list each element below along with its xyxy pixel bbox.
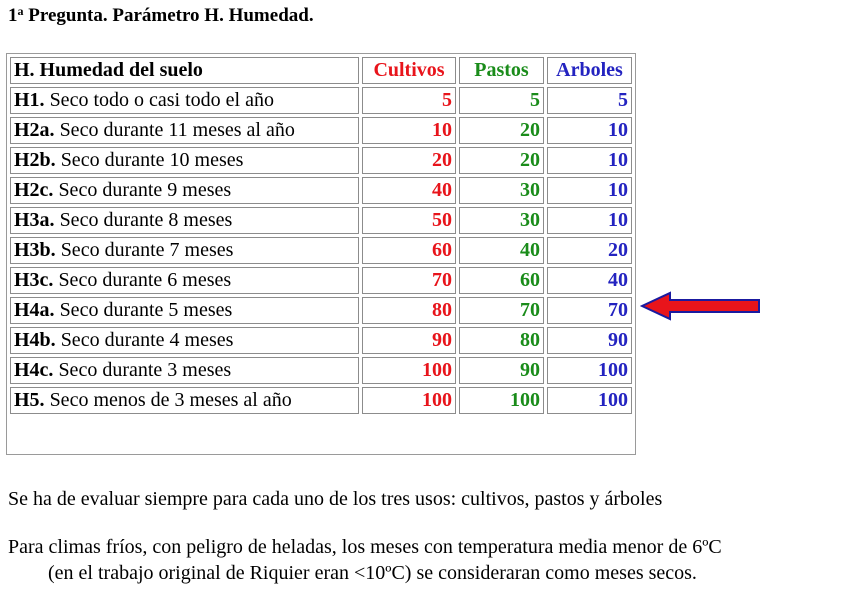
row-description: Seco menos de 3 meses al año	[49, 389, 292, 411]
value-cultivos: 60	[362, 237, 456, 264]
row-description: Seco durante 6 meses	[58, 269, 232, 291]
value-pastos: 60	[459, 267, 544, 294]
row-label	[10, 117, 359, 144]
value-cultivos: 50	[362, 207, 456, 234]
row-code: H3c.	[14, 269, 54, 291]
value-arboles: 90	[547, 327, 632, 354]
page-heading	[8, 4, 314, 27]
value-cultivos: 10	[362, 117, 456, 144]
value-pastos: 20	[459, 147, 544, 174]
row-label	[10, 387, 359, 414]
row-description: Seco durante 10 meses	[60, 149, 244, 171]
value-pastos: 30	[459, 207, 544, 234]
row-code: H3b.	[14, 239, 56, 261]
table-row	[10, 177, 632, 204]
value-arboles: 70	[547, 297, 632, 324]
row-code: H4c.	[14, 359, 54, 381]
header-label: H. Humedad del suelo	[10, 57, 359, 84]
table-row	[10, 327, 632, 354]
value-arboles: 10	[547, 177, 632, 204]
row-code: H2b.	[14, 149, 56, 171]
value-pastos: 20	[459, 117, 544, 144]
value-arboles: 10	[547, 207, 632, 234]
row-label	[10, 207, 359, 234]
heading-ordinal: a	[17, 4, 24, 18]
row-label	[10, 177, 359, 204]
value-cultivos: 100	[362, 357, 456, 384]
value-pastos: 5	[459, 87, 544, 114]
value-pastos: 70	[459, 297, 544, 324]
table-row	[10, 357, 632, 384]
value-cultivos: 80	[362, 297, 456, 324]
header-pastos: Pastos	[459, 57, 544, 84]
header-cultivos: Cultivos	[362, 57, 456, 84]
row-description: Seco durante 7 meses	[60, 239, 234, 261]
value-arboles: 20	[547, 237, 632, 264]
row-code: H2a.	[14, 119, 55, 141]
row-description: Seco durante 9 meses	[58, 179, 232, 201]
row-label	[10, 147, 359, 174]
table-row	[10, 117, 632, 144]
value-arboles: 10	[547, 147, 632, 174]
row-code: H1.	[14, 89, 45, 111]
value-pastos: 80	[459, 327, 544, 354]
value-arboles: 40	[547, 267, 632, 294]
row-code: H3a.	[14, 209, 55, 231]
header-arboles: Arboles	[547, 57, 632, 84]
value-arboles: 5	[547, 87, 632, 114]
table-row	[10, 267, 632, 294]
note-evaluation: Se ha de evaluar siempre para cada uno de los tres usos: cultivos, pastos y árboles	[8, 488, 663, 510]
note-cold-climates-line1: Para climas fríos, con peligro de heladas, los meses con temperatura media menor de 6ºC	[8, 536, 722, 558]
row-code: H5.	[14, 389, 45, 411]
value-cultivos: 90	[362, 327, 456, 354]
value-cultivos: 40	[362, 177, 456, 204]
value-pastos: 30	[459, 177, 544, 204]
value-arboles: 100	[547, 387, 632, 414]
row-label	[10, 267, 359, 294]
table-header-row	[10, 57, 632, 84]
row-label	[10, 357, 359, 384]
row-label	[10, 87, 359, 114]
row-description: Seco durante 5 meses	[59, 299, 233, 321]
note-cold-climates-line2: (en el trabajo original de Riquier eran <10ºC) se consideraran como meses secos.	[48, 562, 697, 584]
row-description: Seco durante 4 meses	[60, 329, 234, 351]
value-cultivos: 100	[362, 387, 456, 414]
row-description: Seco durante 8 meses	[59, 209, 233, 231]
row-description: Seco durante 11 meses al año	[59, 119, 295, 141]
row-label	[10, 297, 359, 324]
table-row	[10, 387, 632, 414]
value-arboles: 100	[547, 357, 632, 384]
value-cultivos: 5	[362, 87, 456, 114]
value-cultivos: 20	[362, 147, 456, 174]
row-code: H2c.	[14, 179, 54, 201]
value-pastos: 100	[459, 387, 544, 414]
row-label	[10, 237, 359, 264]
table-row	[10, 87, 632, 114]
row-label	[10, 327, 359, 354]
humidity-table	[7, 54, 635, 417]
value-cultivos: 70	[362, 267, 456, 294]
table-row	[10, 147, 632, 174]
value-pastos: 90	[459, 357, 544, 384]
row-description: Seco durante 3 meses	[58, 359, 232, 381]
table-row	[10, 237, 632, 264]
value-arboles: 10	[547, 117, 632, 144]
humidity-table-frame	[6, 53, 636, 455]
row-code: H4a.	[14, 299, 55, 321]
heading-number: 1	[8, 5, 18, 26]
heading-text: Pregunta. Parámetro H. Humedad.	[28, 5, 314, 26]
row-description: Seco todo o casi todo el año	[49, 89, 274, 111]
highlight-arrow-icon	[640, 291, 762, 321]
table-row	[10, 207, 632, 234]
row-code: H4b.	[14, 329, 56, 351]
table-row	[10, 297, 632, 324]
value-pastos: 40	[459, 237, 544, 264]
